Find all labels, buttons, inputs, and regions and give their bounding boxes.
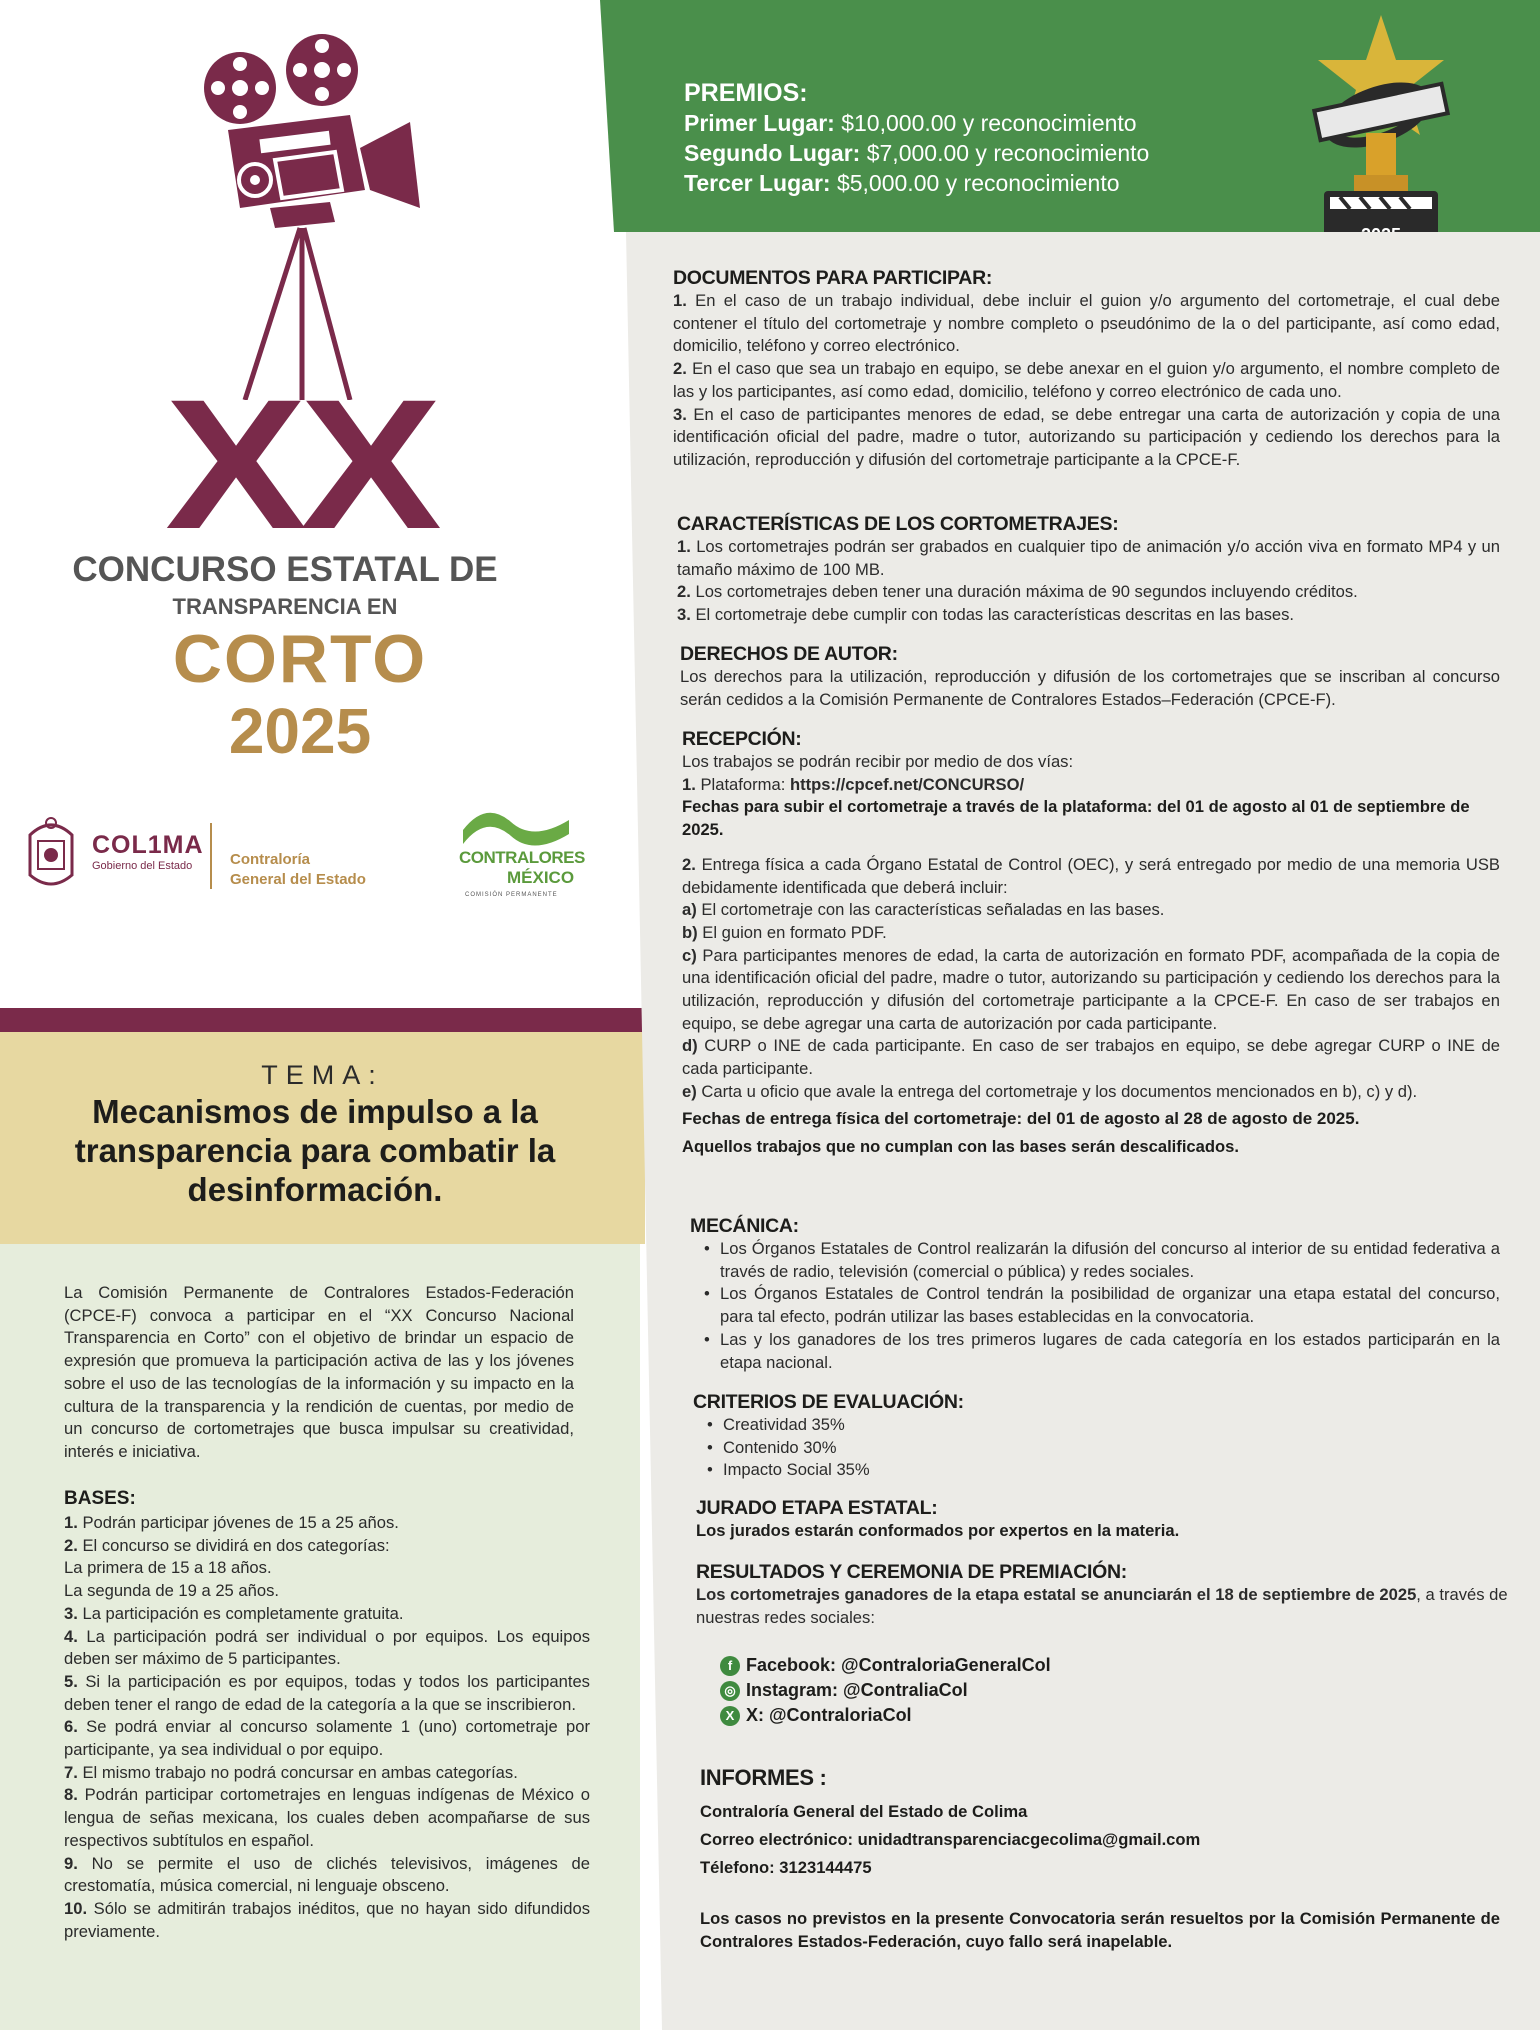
contralores-name: CONTRALORES	[459, 848, 585, 867]
list-item: • Contenido 30%	[693, 1437, 1293, 1460]
facebook-icon: f	[720, 1656, 740, 1676]
list-item: 4. La participación podrá ser individual o por equipos. Los equipos deben ser máximo de 5 participantes.	[64, 1626, 590, 1669]
colima-subtitle: Gobierno del Estado	[92, 860, 193, 872]
list-item: 2. En el caso que sea un trabajo en equipo, se debe anexar en el guion y/o argumento, el nombre completo de las y los participantes, así como edad, domicilio, teléfono y correo electrónico de cada uno.	[673, 359, 1500, 401]
intro-paragraph: La Comisión Permanente de Contralores Estados-Federación (CPCE-F) convoca a participar en el “XX Concurso Nacional Transparencia en Corto” con el objetivo de brindar un espacio de expresión que promueva la participación activa de las y los jóvenes sobre el uso de las tecnologías de la información y su impacto en la cultura de la transparencia y la rendición de cuentas, por medio de un concurso de cortometrajes que busca impulsar su creatividad, interés e iniciativa.	[64, 1283, 574, 1461]
bases-list	[64, 1512, 590, 1943]
list-item: b) El guion en formato PDF.	[682, 922, 887, 942]
list-item: • Los Órganos Estatales de Control realizarán la difusión del concurso al interior de su entidad federativa a través de radio, televisión (comercial o pública) y redes sociales.	[690, 1238, 1500, 1283]
criterios-section	[693, 1390, 1293, 1482]
list-item: • Creatividad 35%	[693, 1414, 1293, 1437]
derechos-text: Los derechos para la utilización, reproducción y difusión de los cortometrajes que se inscriban al concurso serán cedidos a la Comisión Permanente de Contralores Estados–Federación (CPCE-F).	[680, 667, 1500, 709]
contralores-country: MÉXICO	[507, 868, 575, 887]
mecanica-title: MECÁNICA:	[690, 1215, 799, 1237]
contest-title-line2: TRANSPARENCIA EN	[172, 594, 398, 619]
colima-logo	[22, 815, 392, 895]
film-camera-icon	[200, 30, 420, 400]
list-item: La primera de 15 a 18 años.	[64, 1558, 272, 1578]
list-item: 10. Sólo se admitirán trabajos inéditos, que no hayan sido difundidos previamente.	[64, 1898, 590, 1941]
recepcion-intro: Los trabajos se podrán recibir por medio de dos vías:	[682, 752, 1074, 771]
list-item: 1. Los cortometrajes podrán ser grabados en cualquier tipo de animación y/o acción viva en formato MP4 y un tamaño máximo de 100 MB.	[677, 537, 1500, 579]
resultados-text: Los cortometrajes ganadores de la etapa estatal se anunciarán el 18 de septiembre de 2025, a través de nuestras redes sociales:	[696, 1585, 1508, 1627]
recepcion-title: RECEPCIÓN:	[682, 728, 802, 750]
list-item: 1. Podrán participar jóvenes de 15 a 25 años.	[64, 1513, 399, 1532]
criterios-title: CRITERIOS DE EVALUACIÓN:	[693, 1391, 964, 1413]
informes-email[interactable]: Correo electrónico: unidadtransparenciacgecolima@gmail.com	[700, 1830, 1201, 1849]
list-item: 9. No se permite el uso de clichés televisivos, imágenes de crestomatía, música comercial, ni lenguaje obsceno.	[64, 1853, 590, 1896]
x-icon: X	[720, 1706, 740, 1726]
list-item: 3. La participación es completamente gratuita.	[64, 1603, 404, 1623]
list-item: 2. El concurso se dividirá en dos categorías:	[64, 1535, 390, 1555]
plataforma-line: 1. Plataforma: https://cpcef.net/CONCURSO/	[682, 774, 1025, 794]
documentos-section	[673, 266, 1500, 472]
social-x[interactable]: X X: @ContraloriaCol	[720, 1703, 1522, 1728]
list-item: 8. Podrán participar cortometrajes en lenguas indígenas de México o lengua de señas mexicana, los cuales deben acompañarse de sus respectivos subtítulos en español.	[64, 1785, 590, 1850]
jurado-title: JURADO ETAPA ESTATAL:	[696, 1497, 938, 1519]
instagram-icon: ◎	[720, 1681, 740, 1701]
informes-section	[700, 1766, 1500, 1953]
list-item: e) Carta u oficio que avale la entrega del cortometraje y los documentos mencionados en b), c) y d).	[682, 1081, 1418, 1101]
tema-panel	[0, 1032, 645, 1244]
contraloria-name-line1: Contraloría	[230, 851, 311, 868]
caracteristicas-title: CARACTERÍSTICAS DE LOS CORTOMETRAJES:	[677, 513, 1119, 535]
list-item: 3. El cortometraje debe cumplir con todas las características descritas en las bases.	[677, 605, 1295, 625]
premios-title: PREMIOS:	[684, 79, 808, 107]
list-item: d) CURP o INE de cada participante. En caso de ser trabajos en equipo, se debe agregar CURP o INE de cada participante.	[682, 1036, 1500, 1079]
social-facebook[interactable]: f Facebook: @ContraloriaGeneralCol	[720, 1653, 1522, 1678]
bases-panel	[0, 1244, 640, 2030]
resultados-section	[696, 1560, 1522, 1728]
derechos-title: DERECHOS DE AUTOR:	[680, 643, 898, 665]
list-item: 7. El mismo trabajo no podrá concursar en ambas categorías.	[64, 1762, 518, 1782]
tema-label: TEMA:	[261, 1060, 384, 1090]
list-item: c) Para participantes menores de edad, la carta de autorización en formato PDF, acompañada de la copia de una identificación oficial del padre, madre o tutor, autorizando su participación y cediendo los derechos para la utilización, reproducción y difusión del cortometraje participante a la CPCE-F. En caso de ser trabajos en equipo, se debe agregar una carta de autorización por cada participante.	[682, 945, 1500, 1033]
premios-block	[684, 78, 1149, 198]
contralores-mexico-logo	[455, 800, 585, 910]
informes-phone[interactable]: Télefono: 3123144475	[700, 1858, 872, 1877]
list-item: • Las y los ganadores de los tres primeros lugares de cada categoría en los estados participarán en la etapa nacional.	[690, 1329, 1500, 1374]
colima-seal-icon	[22, 815, 80, 893]
bases-title: BASES:	[64, 1488, 136, 1509]
hero-panel	[0, 0, 600, 1010]
contest-title-corto: CORTO	[172, 621, 428, 697]
list-item: • Los Órganos Estatales de Control tendrán la posibilidad de organizar una etapa estatal del concurso, para tal efecto, podrán utilizar las bases establecidas en la convocatoria.	[690, 1283, 1500, 1328]
caracteristicas-section	[677, 512, 1500, 627]
colima-name: COL1MA	[92, 831, 204, 859]
list-item: 1. En el caso de un trabajo individual, debe incluir el guion y/o argumento del cortometraje, el cual debe contener el título del cortometraje y nombre completo o pseudónimo de la o del participante, así como edad, domicilio, teléfono y correo electrónico.	[673, 291, 1500, 356]
premio-first: Primer Lugar: $10,000.00 y reconocimiento	[684, 110, 1137, 136]
premio-second: Segundo Lugar: $7,000.00 y reconocimiento	[684, 140, 1150, 166]
list-item: La segunda de 19 a 25 años.	[64, 1581, 279, 1601]
plataforma-link[interactable]: https://cpcef.net/CONCURSO/	[789, 774, 1025, 794]
list-item: 3. En el caso de participantes menores de edad, se debe entregar una carta de autorización y copia de una identificación oficial del padre, madre o tutor, autorizando su participación y cediendo los derechos para la utilización, reproducción y difusión del cortometraje participante a la CPCE-F.	[673, 404, 1500, 469]
informes-line: Contraloría General del Estado de Colima	[700, 1802, 1028, 1821]
list-item: 5. Si la participación es por equipos, todas y todos los participantes deben tener el rango de edad de la categoría a la que se inscribieron.	[64, 1671, 590, 1714]
contraloria-name-line2: General del Estado	[230, 871, 366, 888]
fechas-plataforma: Fechas para subir el cortometraje a través de la plataforma: del 01 de agosto al 01 de septiembre de 2025.	[682, 797, 1470, 840]
edition-number: XX	[164, 362, 435, 568]
premio-third: Tercer Lugar: $5,000.00 y reconocimiento	[684, 170, 1120, 196]
contest-year: 2025	[228, 695, 372, 767]
list-item: 6. Se podrá enviar al concurso solamente 1 (uno) cortometraje por participante, ya sea individual o por equipo.	[64, 1717, 590, 1760]
list-item: • Impacto Social 35%	[693, 1459, 1293, 1482]
fechas-fisica: Fechas de entrega física del cortometraje: del 01 de agosto al 28 de agosto de 2025.	[682, 1108, 1360, 1128]
contralores-subtitle: COMISIÓN PERMANENTE	[465, 892, 558, 898]
jurado-section	[696, 1496, 1496, 1543]
list-item: 2. Los cortometrajes deben tener una duración máxima de 90 segundos incluyendo créditos.	[677, 582, 1358, 602]
documentos-title: DOCUMENTOS PARA PARTICIPAR:	[673, 267, 993, 289]
contest-title-line1: CONCURSO ESTATAL DE	[72, 550, 498, 589]
social-list	[696, 1653, 1522, 1728]
social-instagram[interactable]: ◎ Instagram: @ContraliaCol	[720, 1678, 1522, 1703]
derechos-section	[680, 642, 1500, 711]
entrega-fisica: 2. Entrega física a cada Órgano Estatal de Control (OEC), y será entregado por medio de una memoria USB debidamente identificada que deberá incluir:	[682, 854, 1500, 897]
mecanica-section	[690, 1214, 1500, 1374]
resultados-title: RESULTADOS Y CEREMONIA DE PREMIACIÓN:	[696, 1561, 1127, 1583]
informes-title: INFORMES :	[700, 1765, 827, 1790]
descalificados-note: Aquellos trabajos que no cumplan con las bases serán descalificados.	[682, 1137, 1239, 1157]
logo-divider	[210, 823, 212, 889]
divider-band	[0, 1008, 650, 1032]
tema-text: Mecanismos de impulso a la transparencia para combatir la desinformación.	[74, 1093, 556, 1208]
wave-icon	[461, 800, 571, 848]
list-item: a) El cortometraje con las características señaladas en las bases.	[682, 900, 1165, 920]
jurado-text: Los jurados estarán conformados por expertos en la materia.	[696, 1521, 1180, 1540]
recepcion-section	[682, 727, 1500, 1159]
footer-note: Los casos no previstos en la presente Convocatoria serán resueltos por la Comisión Permanente de Contralores Estados-Federación, cuyo fallo será inapelable.	[700, 1909, 1500, 1951]
